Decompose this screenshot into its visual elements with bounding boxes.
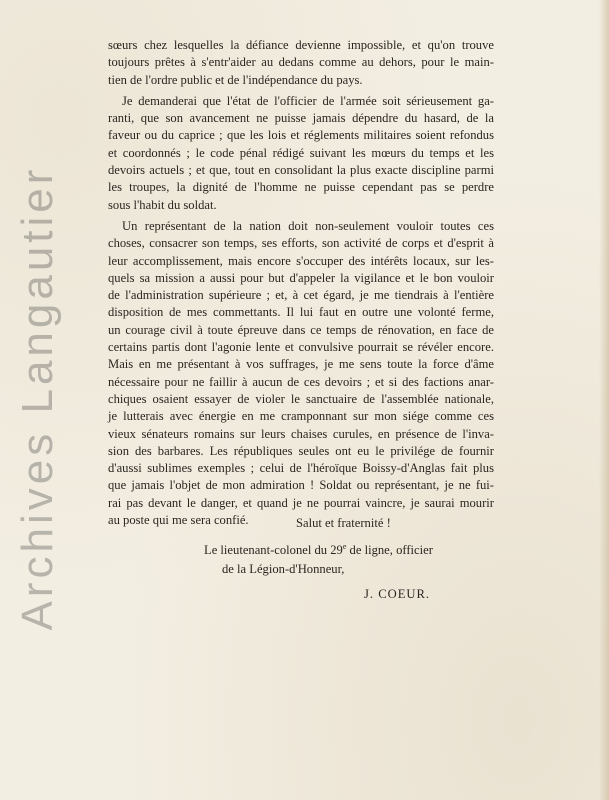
ordinal-suffix: e (342, 541, 347, 551)
text-line: que jamais l'objet de mon admiration ! Soldat ou représentant, je ne fui- (108, 478, 494, 493)
text-line: quels sa mission a aussi pour but d'appeler la vigilance et le bon vouloir (108, 270, 494, 285)
closing-salutation: Salut et fraternité ! (296, 516, 391, 530)
paper-edge (599, 0, 609, 800)
signature-rank-rest: de ligne, officier (346, 543, 433, 557)
text-line: devoirs actuels ; et que, tout en consolidant la plus exacte discipline parmi (108, 163, 494, 178)
text-line: faveur ou du caprice ; que les lois et réglements militaires soient refondus (108, 128, 494, 143)
text-line: nécessaire pour ne faillir à aucun de ces devoirs ; et si des factions anar- (108, 374, 494, 389)
text-line: au poste qui me sera confié. (108, 513, 249, 528)
text-line: d'aussi sublimes exemples ; celui de l'héroïque Boissy-d'Anglas fait plus (108, 461, 494, 476)
text-line: leur accomplissement, mais encore s'occuper des intérêts locaux, sur les- (108, 253, 494, 268)
text-line: tien de l'ordre public et de l'indépendance du pays. (108, 72, 363, 87)
text-line: certains partis dont l'agonie lente et convulsive pourrait se révéler encore. (108, 340, 494, 355)
text-line: vieux sénateurs romains sur leurs chaises curules, en présence de l'inva- (108, 426, 494, 441)
text-line: disposition de mes commettants. Il lui faut en outre une volonté ferme, (108, 305, 494, 320)
text-line: un courage civil à toute épreuve dans ce temps de rénovation, en face de (108, 322, 494, 337)
signature-name: J. COEUR. (364, 587, 431, 601)
paragraph-2 (108, 93, 494, 214)
text-line: de l'administration supérieure ; et, à cet égard, je me tiendrais à l'entière (108, 288, 494, 303)
paragraph-3 (108, 218, 494, 529)
letter-body (108, 37, 494, 529)
text-line: les troupes, la dignité de l'homme ne puisse cependant pas se perdre (108, 180, 494, 195)
text-line: sion des barbares. Les républiques seules ont eu le privilége de fournir (108, 443, 494, 458)
text-line: sous l'habit du soldat. (108, 197, 217, 212)
text-line: choses, consacrer son temps, ses efforts, son activité de corps et d'esprit à (108, 236, 494, 251)
signature-rank: Le lieutenant-colonel du 29 (204, 543, 343, 557)
watermark: Archives Langautier (13, 165, 62, 631)
text-line: chiques osaient essayer de violer le sanctuaire de l'assemblée nationale, (108, 391, 494, 406)
text-line: sœurs chez lesquelles la défiance devienne impossible, et qu'on trouve (108, 38, 494, 52)
text-line: et coordonnés ; le code pénal rédigé suivant les mœurs du temps et les (108, 145, 494, 160)
text-line: je lutterais avec énergie en me cramponnant sur mon siége comme ces (108, 409, 494, 424)
signature-title-line-2: de la Légion-d'Honneur, (222, 562, 345, 576)
text-line: Je demanderai que l'état de l'officier de l'armée soit sérieusement ga- (122, 93, 494, 108)
text-line: Un représentant de la nation doit non-seulement vouloir toutes ces (122, 218, 494, 233)
text-line: rai pas devant le danger, et quand je ne pourrai vaincre, je saurai mourir (108, 495, 494, 510)
text-line: Mais en me présentant à vos suffrages, je me sens toute la force d'âme (108, 357, 494, 372)
signature-title-line-1 (204, 543, 433, 558)
paragraph-1 (108, 37, 494, 89)
text-line: toujours prêtes à s'entr'aider au dedans comme au dehors, pour le main- (108, 55, 494, 70)
text-line: ranti, que son avancement ne puisse jamais dépendre du hasard, de la (108, 111, 494, 126)
